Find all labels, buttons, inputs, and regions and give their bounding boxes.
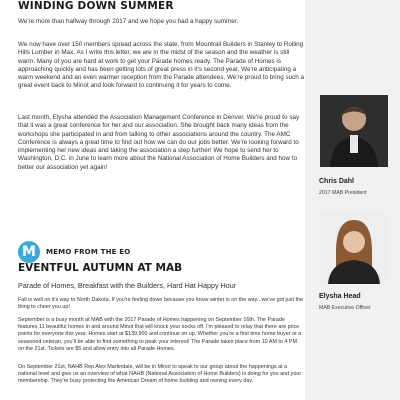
person-silhouette-icon	[320, 95, 388, 167]
sidebar	[305, 0, 400, 400]
paragraph-september: September is a busy month at MAB with the 2017 Parade of Homes happening on September 16th. The Parade features 11 beautiful homes in and around Minot that will knock your socks off. I'm pleased to relay that there are price points for everyone this year. Homes start at $139,900 and continue on up. Whether you're a first time home buyer or a seasoned veteran, you'll be able to find something to peak your interest! The Parade takes place from 10 AM to 4 PM on the 21st. Tickets are $5 and allow entry into all Parade Homes.	[18, 317, 302, 352]
paragraph-conference: Last month, Elysha attended the Association Management Conference in Denver. We're proud to say that it was a great conference for her and our association. She brought back many ideas from the workshops she participated in and from talking to other associations around the country. The AMC Conference is always a great time to find out how we can do our jobs better. We're looking forward to implementing her new ideas and taking the association a step further! We hope to send her to Washington, D.C. in June to learn more about the National Association of Home Builders and how to better our association yet again!	[18, 114, 300, 171]
section-heading-summer: WINDING DOWN SUMMER	[18, 0, 174, 12]
memo-badge-icon: M	[18, 241, 40, 263]
person-silhouette-icon	[320, 212, 388, 284]
paragraph-fall: Fall is well on it's way to North Dakota. If you're feeling down because you know winter is on the way...we've got just the thing to cheer you up!	[18, 297, 303, 311]
memo-header	[18, 241, 130, 263]
eo-role: MAB Executive Officer	[319, 305, 371, 311]
president-photo	[320, 95, 388, 167]
president-name: Chris Dahl	[319, 178, 355, 185]
eo-photo	[320, 212, 388, 284]
memo-label: MEMO FROM THE EO	[46, 248, 131, 256]
section-subheading: Parade of Homes, Breakfast with the Builders, Hard Hat Happy Hour	[18, 281, 237, 290]
section-heading-autumn: EVENTFUL AUTUMN AT MAB	[18, 262, 183, 274]
eo-name: Elysha Head	[319, 293, 361, 300]
paragraph-nahb: On September 21st, NAHB Rep Alex Martindale, will be in Minot to speak to our group about the happenings at a national level and give us an overview of what NAHB (National Association of Home Builders) is doing for you and your membership. They're busy protecting the American Dream of home building and owning every day.	[18, 364, 302, 385]
president-role: 2017 MAB President	[319, 190, 367, 196]
paragraph-members: We now have over 150 members spread across the state, from Mountrail Builders in Stanley to Rolling Hills Lumber in Max. As I write this letter, we are in the midst of the season and the weather is still warm. Many of you are hard at work to get your Parade homes ready. The Parade of Homes is approaching quickly and has been getting lots of great press in it's second year. We're anticipating a warm weekend and an even warmer reception from the Parade attendees. We're proud to bring such a great event back to Minot and look forward to continuing it for years to come.	[18, 41, 305, 90]
paragraph-intro: We're more than halfway through 2017 and we hope you had a happy summer.	[18, 18, 239, 25]
